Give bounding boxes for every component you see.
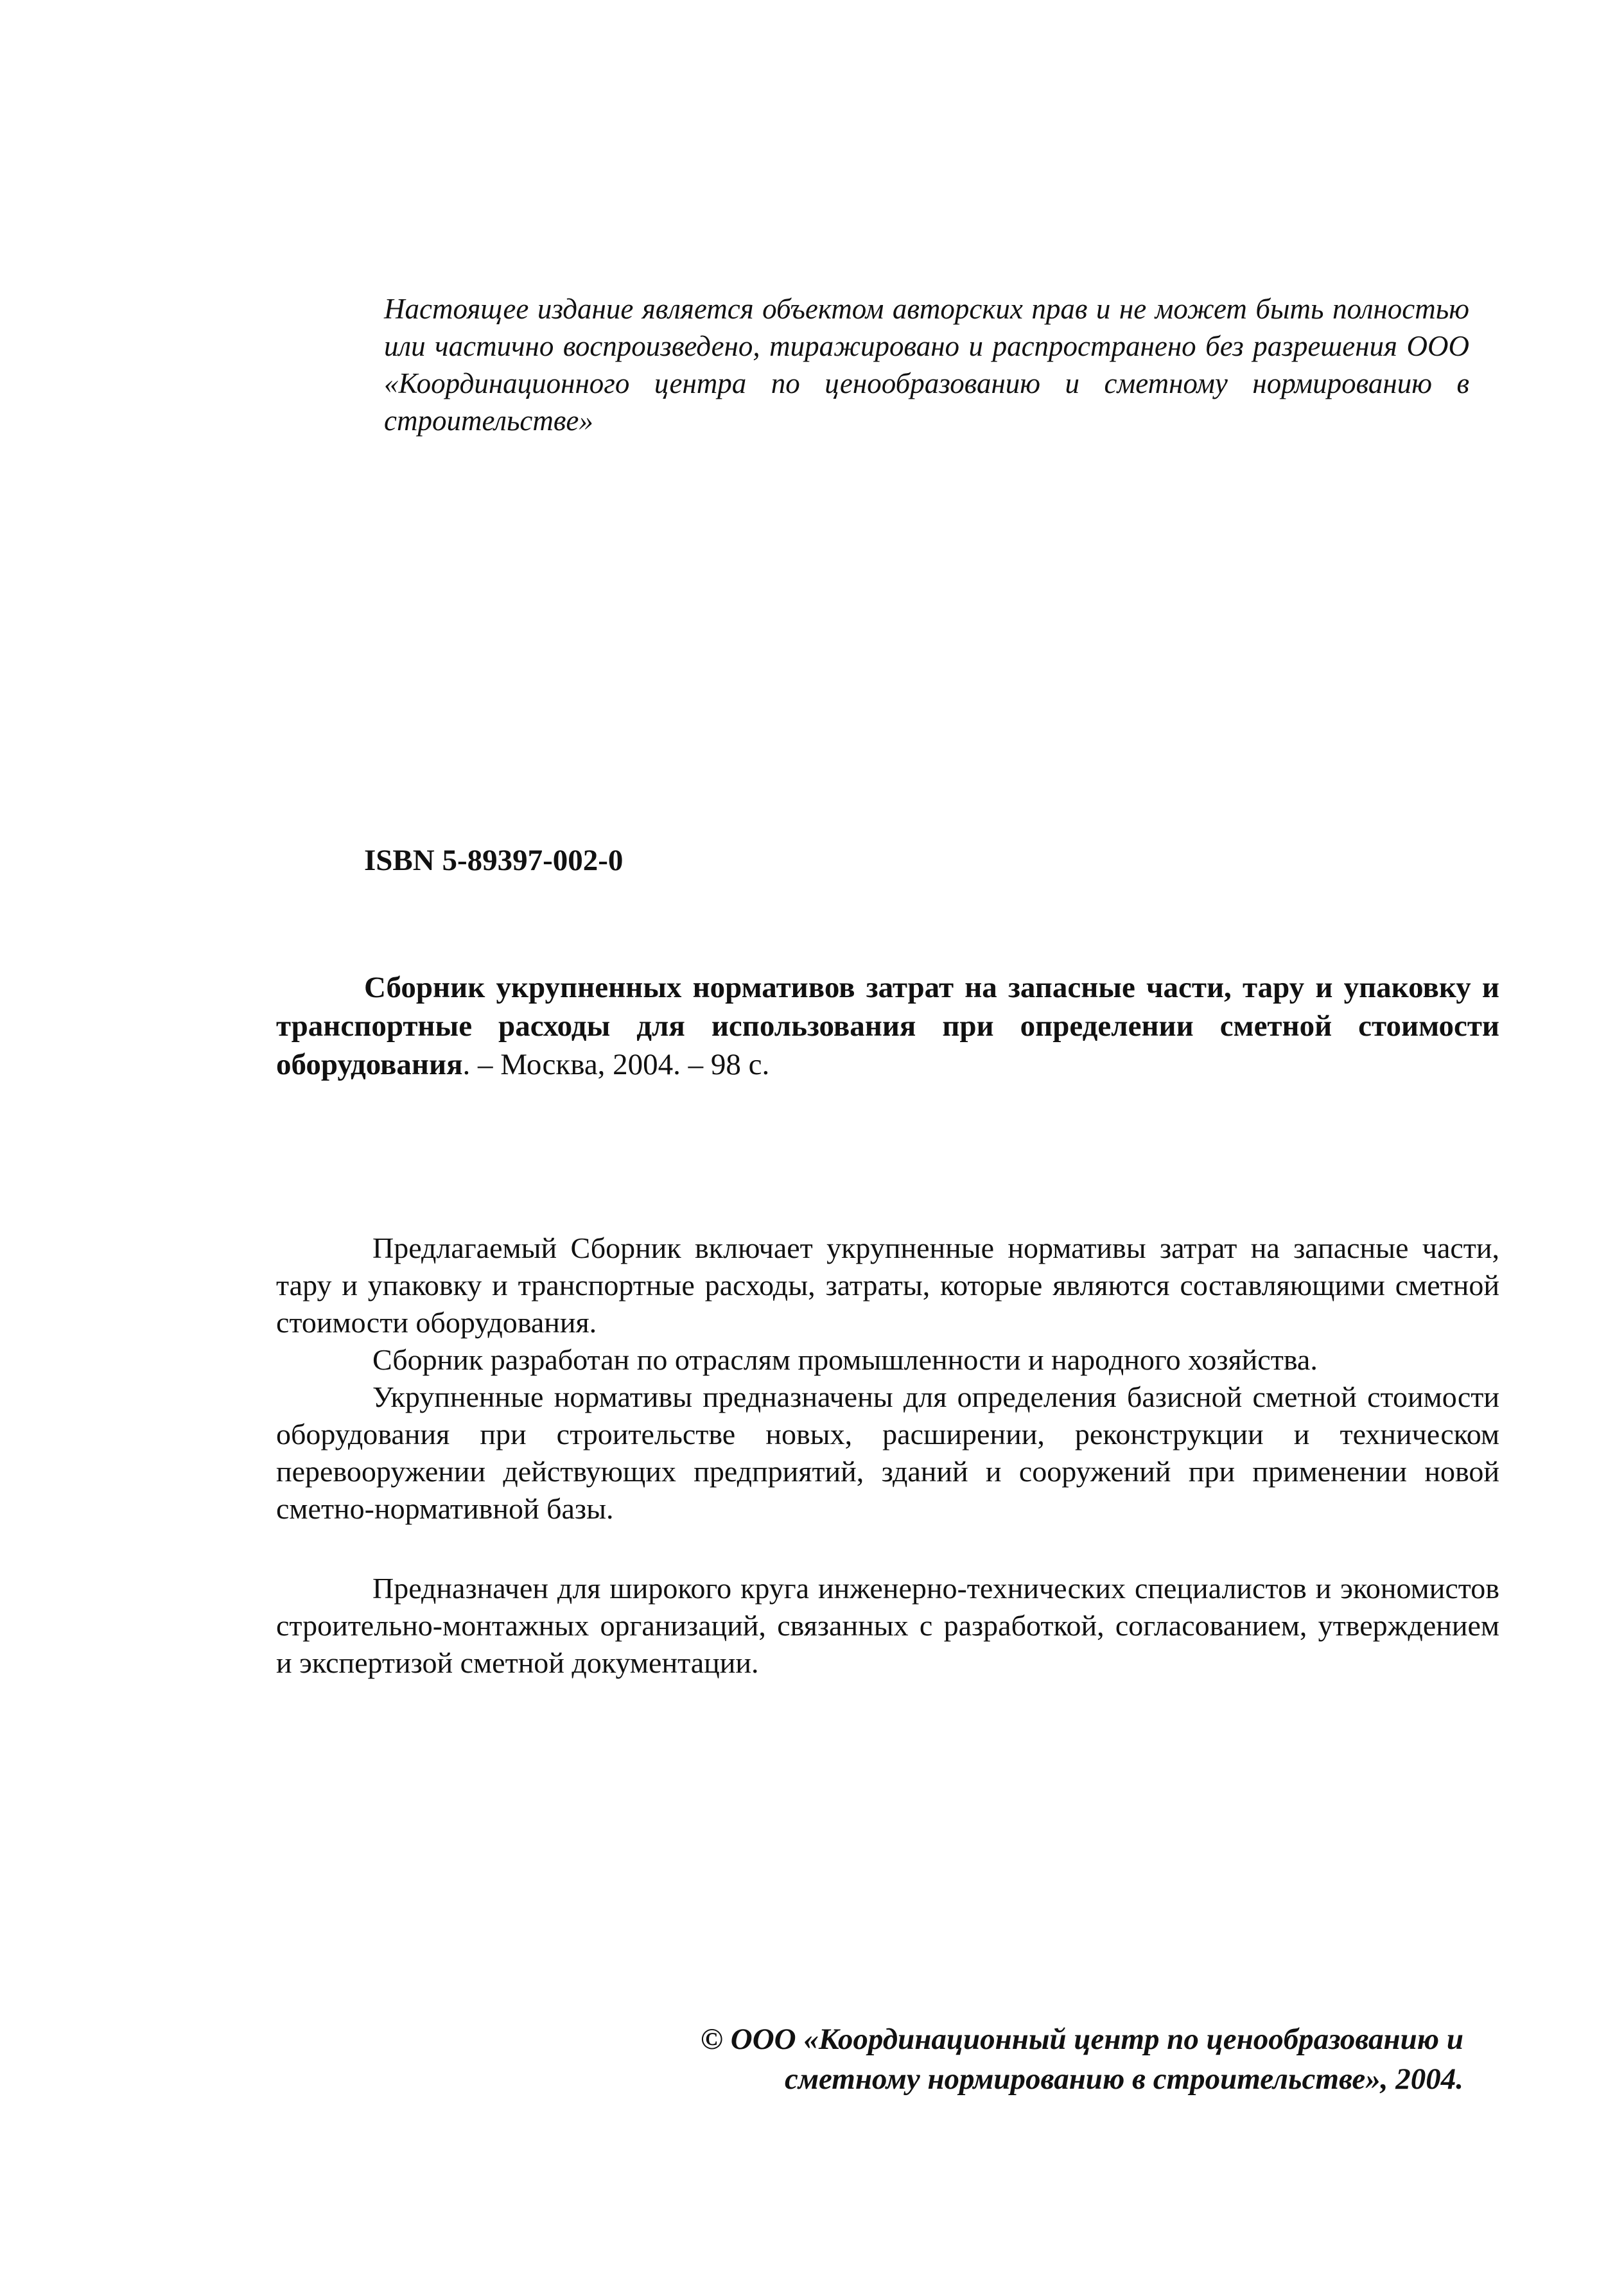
copyright-line-2: сметному нормированию в строительстве», 2004. xyxy=(784,2062,1463,2096)
copyright-notice xyxy=(384,290,1469,439)
abstract-paragraph-3: Укрупненные нормативы предназначены для определения базисной сметной стоимости оборудования при строительстве новых, расширении, реконструкции и техническом перевооружении действующих предприятий, зданий и сооружений при применении новой сметно-нормативной базы. xyxy=(276,1380,1499,1525)
copyright-notice-text: Настоящее издание является объектом авторских прав и не может быть полностью или частично воспроизведено, тиражировано и распространено без разрешения ООО «Координационного центра по ценообразованию и сметному нормированию в строительстве» xyxy=(384,293,1469,437)
book-title: Сборник укрупненных нормативов затрат на запасные части, тару и упаковку и транспортные расходы для использования при определении сметной стоимости оборудования xyxy=(276,971,1499,1081)
abstract xyxy=(276,1230,1499,1528)
publication-details: . – Москва, 2004. – 98 с. xyxy=(462,1048,770,1081)
audience-paragraph: Предназначен для широкого круга инженерно-технических специалистов и экономистов строительно-монтажных организаций, связанных с разработкой, согласованием, утверждением и экспертизой сметной документации. xyxy=(276,1572,1499,1679)
isbn: ISBN 5-89397-002-0 xyxy=(364,844,624,877)
copyright-line-1: © ООО «Координационный центр по ценообразованию и xyxy=(700,2023,1463,2056)
abstract-paragraph-1: Предлагаемый Сборник включает укрупненные нормативы затрат на запасные части, тару и упаковку и транспортные расходы, затраты, которые являются составляющими сметной стоимости оборудования. xyxy=(276,1232,1499,1339)
bibliographic-record xyxy=(276,968,1499,1084)
abstract-paragraph-2: Сборник разработан по отраслям промышленности и народного хозяйства. xyxy=(372,1343,1318,1376)
copyright-statement xyxy=(701,2019,1463,2099)
